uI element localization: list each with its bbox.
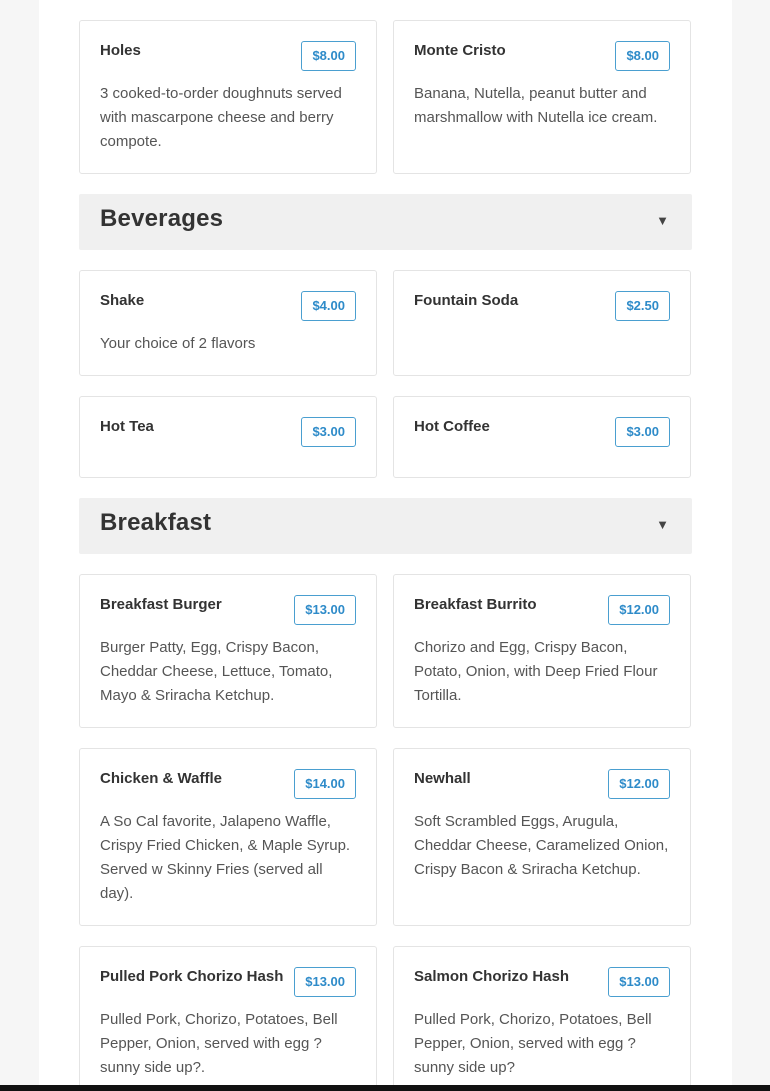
item-name: Monte Cristo <box>414 42 506 59</box>
price-badge: $8.00 <box>615 41 670 71</box>
menu-item-card[interactable] <box>393 20 691 174</box>
price-badge: $13.00 <box>294 967 356 997</box>
menu-item-card[interactable] <box>393 748 691 926</box>
menu-item-card[interactable] <box>393 396 691 478</box>
item-name: Hot Tea <box>100 418 154 435</box>
item-name: Fountain Soda <box>414 292 519 309</box>
price-badge: $4.00 <box>301 291 356 321</box>
item-name: Pulled Pork Chorizo Hash <box>100 968 284 985</box>
item-name: Newhall <box>414 770 471 787</box>
item-description: Soft Scrambled Eggs, Arugula, Cheddar Cheese, Caramelized Onion, Crispy Bacon & Sriracha Ketchup. <box>414 813 669 878</box>
item-name: Breakfast Burger <box>100 596 222 613</box>
section-header-beverages[interactable] <box>79 194 692 250</box>
item-name: Breakfast Burrito <box>414 596 537 613</box>
price-badge: $13.00 <box>608 967 670 997</box>
menu-item-card[interactable] <box>79 748 377 926</box>
item-description: Pulled Pork, Chorizo, Potatoes, Bell Pepper, Onion, served with egg ? sunny side up? <box>414 1011 652 1076</box>
menu-item-card[interactable] <box>393 270 691 376</box>
item-name: Chicken & Waffle <box>100 770 222 787</box>
section-header-breakfast[interactable] <box>79 498 692 554</box>
menu-item-card[interactable] <box>79 574 377 728</box>
menu-item-card[interactable] <box>79 270 377 376</box>
menu-item-card[interactable] <box>393 946 691 1091</box>
item-name: Salmon Chorizo Hash <box>414 968 570 985</box>
menu-item-card[interactable] <box>79 20 377 174</box>
section-title: Breakfast <box>100 509 212 536</box>
price-badge: $3.00 <box>615 417 670 447</box>
menu-item-card[interactable] <box>393 574 691 728</box>
price-badge: $12.00 <box>608 769 670 799</box>
item-description: Burger Patty, Egg, Crispy Bacon, Cheddar Cheese, Lettuce, Tomato, Mayo & Sriracha Ketchup. <box>100 639 333 704</box>
section-title: Beverages <box>100 205 224 232</box>
item-description: A So Cal favorite, Jalapeno Waffle, Crispy Fried Chicken, & Maple Syrup. Served w Skinny Fries (served all day). <box>100 813 351 902</box>
price-badge: $13.00 <box>294 595 356 625</box>
item-description: Chorizo and Egg, Crispy Bacon, Potato, Onion, with Deep Fried Flour Tortilla. <box>414 639 658 704</box>
price-badge: $8.00 <box>301 41 356 71</box>
price-badge: $14.00 <box>294 769 356 799</box>
menu-item-card[interactable] <box>79 396 377 478</box>
caret-down-icon: ▼ <box>656 517 669 532</box>
item-description: Pulled Pork, Chorizo, Potatoes, Bell Pepper, Onion, served with egg ? sunny side up?. <box>100 1011 338 1076</box>
menu-item-card[interactable] <box>79 946 377 1091</box>
item-name: Hot Coffee <box>414 418 490 435</box>
menu-page <box>39 0 732 1091</box>
item-name: Shake <box>100 292 145 309</box>
item-description: Banana, Nutella, peanut butter and marshmallow with Nutella ice cream. <box>414 85 658 126</box>
price-badge: $2.50 <box>615 291 670 321</box>
bottom-bar <box>0 1085 770 1091</box>
price-badge: $3.00 <box>301 417 356 447</box>
item-name: Holes <box>100 42 141 59</box>
caret-down-icon: ▼ <box>656 213 669 228</box>
item-description: Your choice of 2 flavors <box>100 335 256 352</box>
price-badge: $12.00 <box>608 595 670 625</box>
item-description: 3 cooked-to-order doughnuts served with mascarpone cheese and berry compote. <box>100 85 342 150</box>
